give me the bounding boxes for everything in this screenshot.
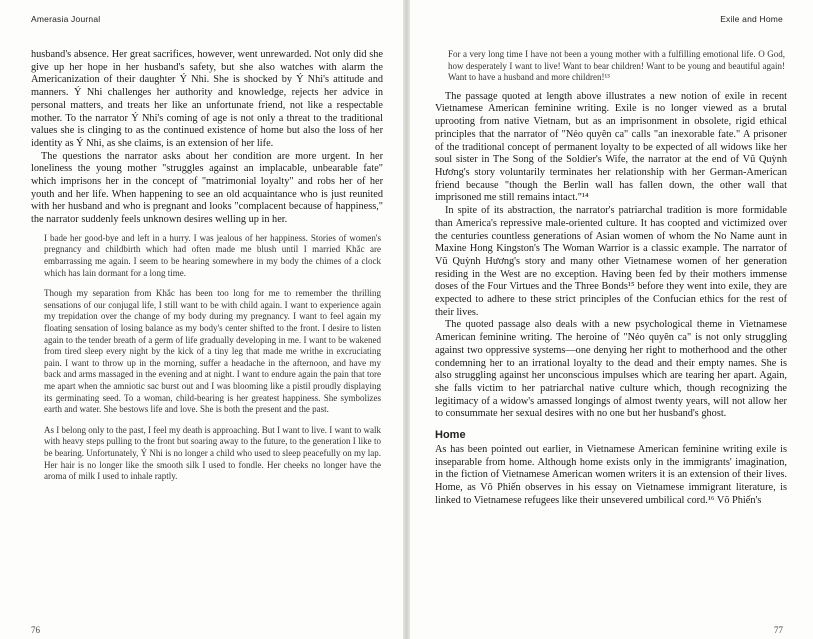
right-page xyxy=(410,0,813,639)
paragraph: The quoted passage also deals with a new psychological theme in Vietnamese American feminine writing. The heroine of "Nẻo quyên ca" is not only struggling against two oppressive systems—one denying her right to motherhood and the other condemning her to an irrational loyalty to the dead and their empty names. She is also struggling against her unconscious impulses which are tearing her apart. Again, she falls victim to her patriarchal native culture which, though recognizing the legitimacy of a widow's amassed longings of almost twenty years, will not allow her to consummate her sexual desires with no one but her husband's ghost. xyxy=(435,319,787,420)
paragraph: husband's absence. Her great sacrifices, however, went unrewarded. Not only did she give up her hope in her husband's safety, but she also watches with alarm the Americanization of their daughter Ý Nhi. She is shocked by Ý Nhi's attitude and manners. Ý Nhi challenges her authority and knowledge, rejects her advice in personal matters, and treats her like an unfortunate friend, not like a respectable mother. To the narrator Ý Nhi's coming of age is not only a threat to the traditional values she is clinging to as the continued existence of home but also the loss of her identity as Ý Nhi, as she claims, is an extension of her life. xyxy=(31,49,383,149)
page-number: 76 xyxy=(31,625,40,635)
page-number: 77 xyxy=(774,625,783,635)
left-page xyxy=(0,0,403,639)
block-quote: I bade her good-bye and left in a hurry. I was jealous of her happiness. Stories of women's pregnancy and childbirth which had often made me blush until I married Khắc are embarrassing me again. I seem to be hearing somewhere in my body the chimes of a clock which has lain dormant for a long time. xyxy=(44,232,381,278)
paragraph: In spite of its abstraction, the narrator's patriarchal tradition is more formidable than America's repressive male-oriented culture. It has coopted and victimized over the centuries countless generations of Asian women of whom the No Name aunt in Maxine Hong Kingston's The Woman Warrior is a classic example. The narrator of Vũ Quỳnh Hương's story and many other Vietnamese women of her generation residing in the West are no exception. Having been fed by their mothers immense doses of the Four Virtues and the Three Bonds¹⁵ before they went into exile, they are expected to adhere to these strict principles of the Confucian ethics for the rest of their lives. xyxy=(435,205,787,318)
right-text-column xyxy=(435,49,787,508)
block-quote: As I belong only to the past, I feel my death is approaching. But I want to live. I want to walk with heavy steps pulling to the front but soaring away to the future, to the generation I like to be bearing. Unfortunately, Ý Nhi is no longer a child who used to sleep peacefully on my lap. Her hair is no longer like the smooth silk I used to fondle. Her cheeks no longer have the aroma of milk I used to inhale raptly. xyxy=(44,424,381,482)
left-text-column xyxy=(31,49,383,483)
running-head-journal: Amerasia Journal xyxy=(31,14,101,24)
paragraph: The questions the narrator asks about her condition are more urgent. In her loneliness the young mother "struggles against an implacable, unbearable fate" which imprisons her in the concept of "matrimonial loyalty" and robs her of her youth and her life. When happening to see an old acquaintance who is just reunited with her husband and who is pregnant and looks "complacent because of happiness," the narrator suddenly feels unknown desires welling up in her. xyxy=(31,150,383,226)
running-head-title: Exile and Home xyxy=(720,14,783,24)
paragraph: The passage quoted at length above illustrates a new notion of exile in recent Vietnamese American feminine writing. Exile is no longer viewed as a brutal uprooting from native Vietnam, but as an imprisonment in obsolete, rigid ethical principles that the narrator of "Nẻo quyên ca" calls "an inexorable fate." A prisoner of the traditional concept of permanent loyalty to be expected of all widows like her soul sister in The Song of the Soldier's Wife, the narrator at the end of Vũ Quỳnh Hương's story voluntarily terminates her relationship with her German-American friend because "though the Berlin wall has fallen down, the other wall that imprisoned me still remains intact."¹⁴ xyxy=(435,90,787,204)
block-quote: For a very long time I have not been a young mother with a fulfilling emotional life. O God, how desperately I want to live! Want to bear children! Want to be young and beautiful again! Want to have a husband and more children!¹³ xyxy=(448,49,785,83)
book-gutter xyxy=(403,0,410,639)
block-quote: Though my separation from Khắc has been too long for me to remember the thrilling sensations of our conjugal life, I still want to be with child again. I want to experience again my trepidation over the change of my body during my pregnancy. I want to feel again my floating sensation of losing balance as my body's center shifted to the front. I desire to listen again to the tender breath of a germ of life gradually developing in me. I want to be wakened from tired sleep every night by the kick of a tiny leg that made me writhe in excruciating pain. I want to throw up in the morning, suffer a headache in the afternoon, and have my back and arms massaged in the evening and at night. I want to endure again the pain that tore me apart when the amniotic sac burst out and I was blooming like a pistil proudly displaying its germinating seed. To a woman, child-bearing is her greatest happiness. She symbolizes earth and water. She bestows life and love. She is both the present and the past. xyxy=(44,288,381,415)
section-heading: Home xyxy=(435,429,466,442)
paragraph: As has been pointed out earlier, in Vietnamese American feminine writing exile is inseparable from home. Although home exists only in the immigrants' imagination, in the fiction of Vietnamese American women writers it is an extension of their lives. Home, as Võ Phiến observes in his essay on Vietnamese immigrant literature, is linked to Vietnamese refugees like their unsevered umbilical cord.¹⁶ Võ Phiến's xyxy=(435,444,787,506)
